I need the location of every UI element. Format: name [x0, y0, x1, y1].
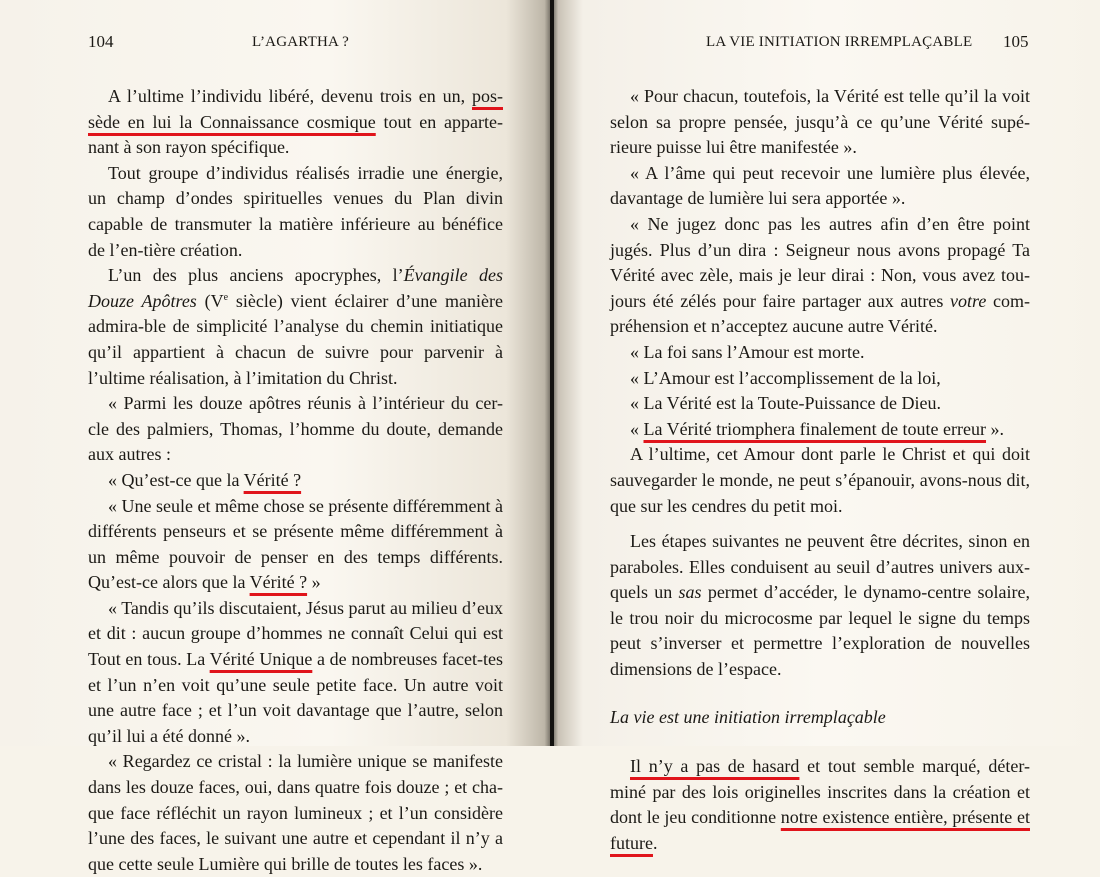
paragraph: Tout groupe d’individus réalisés irradie une énergie, un champ d’ondes spirituelles venues du Plan divin capable de transmuter la matière inférieure au bénéfice de l’en-tière création.: [88, 162, 503, 260]
text-run: siècle) vient éclairer d’une manière admira-ble de simplicité l’analyse du chemin initiatique qu’il appartient à chacun de suivre pour parvenir à l’ultime réalisation, à l’imitation du Christ.: [88, 290, 503, 388]
text-run: « Une seule et même chose se présente différemment à différents penseurs et se présente même différemment à un même pouvoir de penser en des temps différents. Qu’est-ce alors que la: [88, 495, 504, 593]
paragraph: « La foi sans l’Amour est morte.: [630, 341, 865, 362]
paragraph: « Parmi les douze apôtres réunis à l’intérieur du cer-cle des palmiers, Thomas, l’homme du doute, demande aux autres :: [88, 393, 503, 465]
text-run: « Tandis qu’ils discutaient, Jésus parut au milieu d’eux et dit : aucun groupe d’hommes ne connaît Celui qui est Tout en tous. La: [88, 597, 503, 670]
italic-word: votre: [950, 290, 987, 311]
highlighted-text: Vérité ?: [243, 469, 302, 490]
highlighted-text: notre existence entière, présente et future: [610, 807, 1030, 854]
text-run: « Qu’est-ce que la: [108, 469, 244, 490]
section-heading: La vie est une initiation irremplaçable: [610, 706, 886, 727]
highlighted-text: La Vérité triomphera finalement de toute erreur: [643, 418, 987, 439]
highlighted-text: Il n’y a pas de hasard: [630, 756, 800, 777]
right-text-block: [610, 84, 1030, 857]
paragraph: [88, 263, 503, 391]
running-head-right: LA VIE INITIATION IRREMPLAÇABLE: [706, 34, 973, 50]
paragraph: « L’Amour est l’accomplissement de la loi,: [630, 367, 941, 388]
text-run: et tout semble marqué, déter-miné par des lois originelles inscrites dans la création et dont le jeu conditionne: [610, 756, 1030, 828]
text-run: permet d’accéder, le dynamo-centre solaire, le trou noir du microcosme par lequel le signe du temps peut s’inverser et permettre l’exploration de nouvelles dimensions de l’espace.: [610, 582, 1030, 680]
paragraph: [610, 754, 1030, 856]
page-number-left: 104: [88, 32, 114, 51]
paragraph: « Pour chacun, toutefois, la Vérité est telle qu’il la voit selon sa propre pensée, jusqu’à ce qu’une Vérité supé-rieure puisse lui être manifestée ».: [610, 86, 1030, 158]
text-run: a de nombreuses facet-tes et l’un n’en voit qu’une seule petite face. Un autre voit une autre face ; et l’un voit davantage que l’autre, selon qu’il lui a été donné ».: [88, 649, 503, 746]
text-run: Les étapes suivantes ne peuvent être décrites, sinon en paraboles. Elles conduisent au seuil d’autres univers aux-quels un: [610, 531, 1030, 603]
italic-word: sas: [678, 582, 702, 603]
left-text-block: [88, 84, 503, 877]
running-head-left: L’AGARTHA ?: [252, 34, 349, 50]
text-run: com-préhension et n’acceptez aucune autre Vérité.: [610, 290, 1031, 337]
text-run: « Ne jugez donc pas les autres afin d’en être point jugés. Plus d’un dira : Seigneur nous avons propagé Ta Vérité avec zèle, mais je leur dirai : Non, vous avez tou-jours été zélés pour faire partager aux autres: [610, 213, 1030, 311]
text-run: A l’ultime l’individu libéré, devenu trois en un,: [108, 86, 472, 106]
text-run: (V: [196, 290, 224, 311]
paragraph: [88, 596, 503, 750]
text-run: »: [307, 572, 321, 593]
paragraph: A l’ultime, cet Amour dont parle le Christ et qui doit sauvegarder le monde, ne peut s’épanouir, avons-nous dit, que sur les cendres du petit moi.: [610, 444, 1030, 516]
book-title-italic: Évangile des Douze Apôtres: [88, 265, 503, 311]
highlighted-text: pos-sède en lui la Connaissance cosmique: [88, 86, 503, 132]
paragraph: [610, 529, 1030, 683]
paragraph: « A l’âme qui peut recevoir une lumière plus élevée, davantage de lumière lui sera apportée ».: [610, 162, 1030, 209]
paragraph: [88, 468, 503, 494]
paragraph: « Regardez ce cristal : la lumière unique se manifeste dans les douze faces, oui, dans quatre fois douze ; et cha-que face réfléchit un rayon lumineux ; et l’un considère l’une des faces, le suivant une autre et cependant il n’y a que cette seule Lumière qui brille de toutes les faces ».: [88, 751, 503, 874]
paragraph: « La Vérité est la Toute-Puissance de Dieu.: [630, 393, 941, 414]
highlighted-text: Vérité ?: [249, 572, 308, 593]
paragraph: [610, 212, 1030, 340]
paragraph: [88, 494, 503, 596]
text-run: «: [630, 418, 644, 439]
text-run: L’un des plus anciens apocryphes, l’: [108, 265, 404, 286]
superscript: e: [223, 291, 229, 303]
paragraph: [610, 417, 1030, 443]
paragraph: [88, 84, 503, 161]
left-page: [0, 0, 550, 874]
text-run: tout en apparte-nant à son rayon spécifique.: [88, 111, 503, 158]
text-run: ».: [986, 418, 1005, 439]
text-run: .: [652, 833, 658, 854]
page-number-right: 105: [1003, 32, 1029, 51]
book-spine: [550, 0, 554, 746]
highlighted-text: Vérité Unique: [209, 649, 313, 670]
